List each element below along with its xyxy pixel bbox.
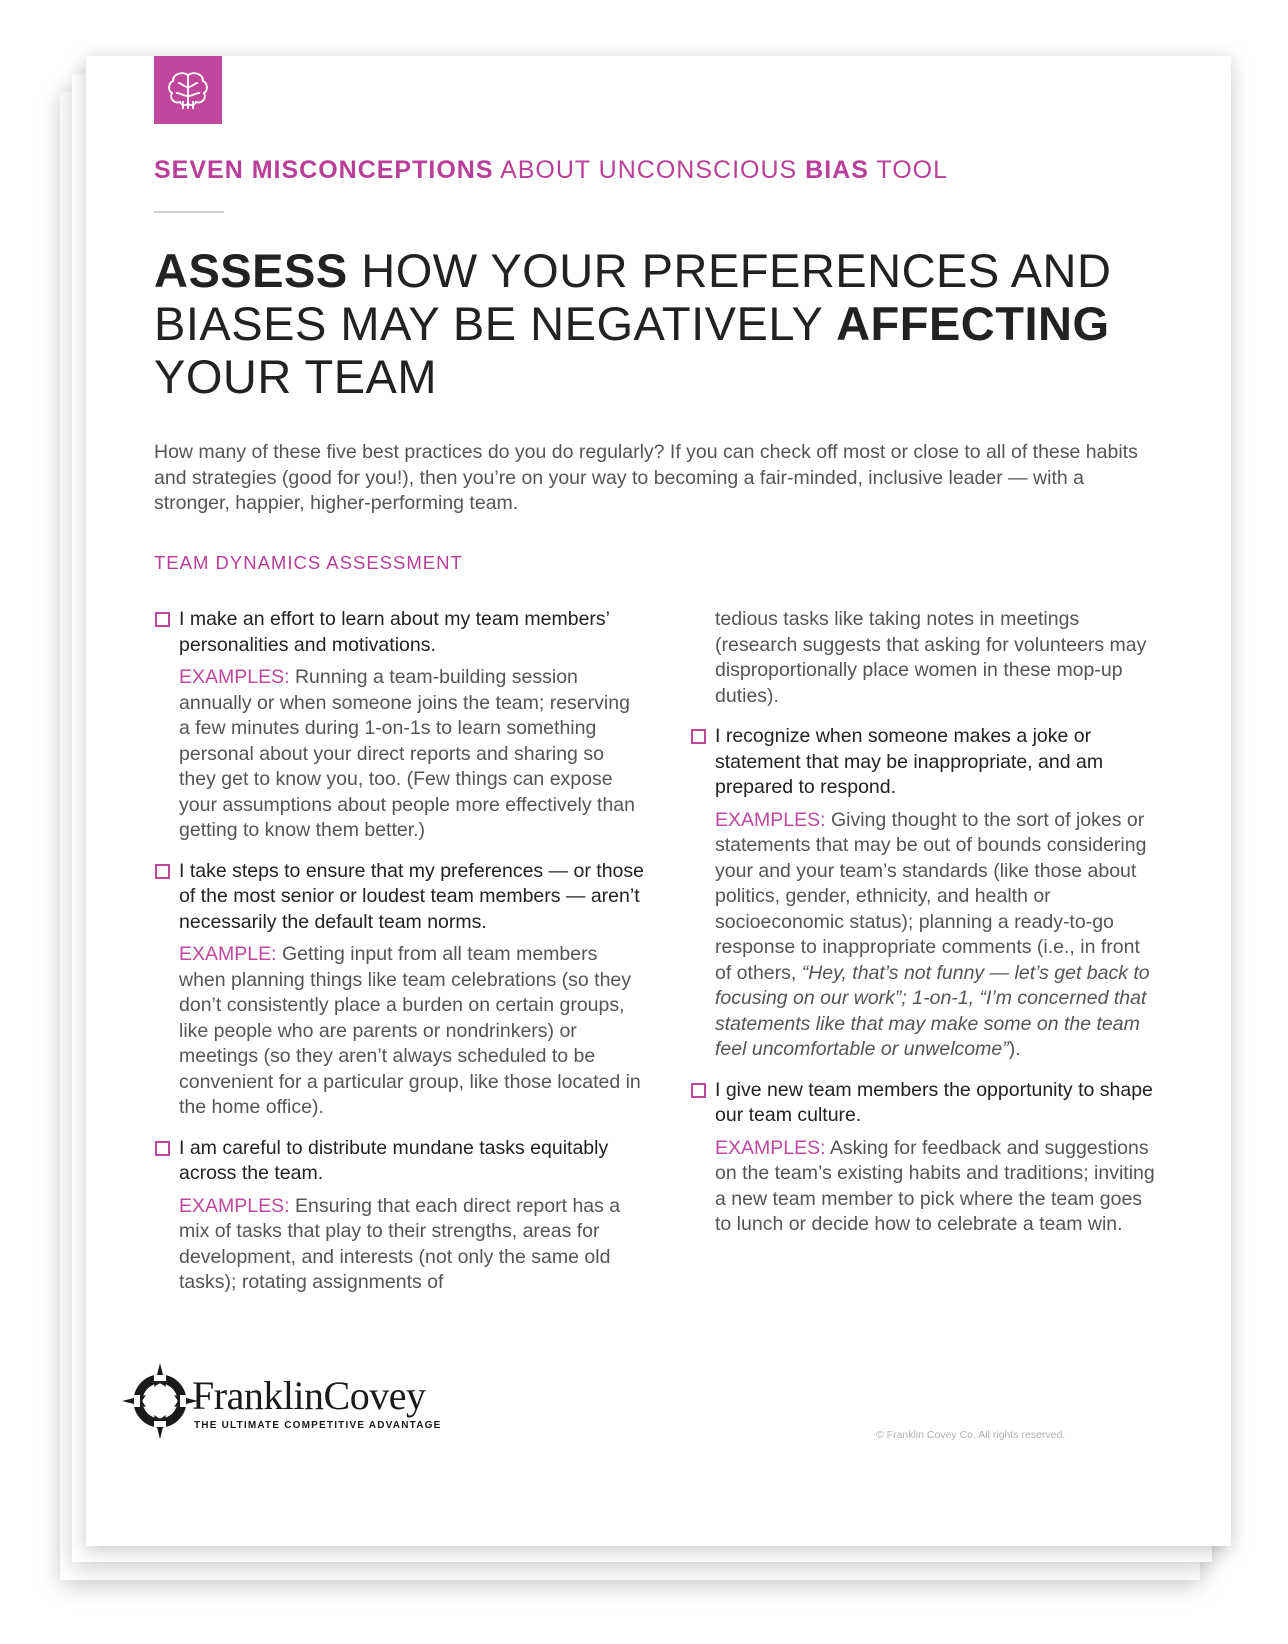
examples-label: EXAMPLES: (715, 808, 826, 831)
item-title: I am careful to distribute mundane tasks equitably across the team. (179, 1136, 609, 1184)
left-column (154, 607, 644, 1311)
checkbox-icon[interactable] (155, 1141, 170, 1156)
brand-tagline: THE ULTIMATE COMPETITIVE ADVANTAGE (194, 1420, 442, 1431)
page-title: ASSESS HOW YOUR PREFERENCES AND BIASES MAY BE NEGATIVELY AFFECTING YOUR TEAM (154, 244, 1112, 403)
examples-label: EXAMPLES: (179, 1194, 290, 1217)
examples-label: EXAMPLES: (179, 666, 290, 688)
intro-paragraph: How many of these five best practices do you do regularly? If you can check off most or close to all of these habits and strategies (good for you!), then you’re on your way to becoming a fair-minded, inclusive leader — with a stronger, happier, higher-performing team. (154, 441, 1138, 514)
checklist-item (690, 724, 1160, 1063)
checklist-item (154, 859, 644, 1121)
brand-name: FranklinCovey (192, 1373, 426, 1418)
checkbox-icon[interactable] (691, 1083, 706, 1098)
item-body: EXAMPLES: Giving thought to the sort of jokes or statements that may be out of bounds considering your and your team’s standards (like those about politics, gender, ethnicity, and health or socioeconomic status); planning a ready-to-go response to inappropriate comments (i.e., in front of others, “Hey, that’s not funny — let’s get back to focusing on our work”; 1-on-1, “I’m concerned that statements like that may make some on the team feel uncomfortable or unwelcome”). (715, 808, 1150, 1060)
document-kicker: SEVEN MISCONCEPTIONS ABOUT UNCONSCIOUS BIAS TOOL (154, 156, 948, 184)
item-body: EXAMPLES: Ensuring that each direct report has a mix of tasks that play to their strengths, areas for development, and interests (not only the same old tasks); rotating assignments of (179, 1194, 621, 1293)
item-title: I take steps to ensure that my preferences — or those of the most senior or loudest team members — aren’t necessarily the default team norms. (179, 859, 644, 933)
checkbox-icon[interactable] (155, 864, 170, 879)
item-body: EXAMPLES: Asking for feedback and suggestions on the team’s existing habits and traditions; inviting a new team member to pick where the team goes to lunch or decide how to celebrate a team win. (715, 1136, 1155, 1235)
section-title: TEAM DYNAMICS ASSESSMENT (154, 552, 463, 573)
item-title: I give new team members the opportunity to shape our team culture. (715, 1078, 1153, 1126)
brain-icon (154, 56, 222, 124)
divider (154, 211, 224, 213)
item-body: EXAMPLE: Getting input from all team members when planning things like team celebrations (so they don’t consistently place a burden on certain groups, like people who are parents or nondrinkers) or meetings (so they aren’t always scheduled to be convenient for a particular group, like those located in the home office). (179, 943, 641, 1118)
item-body: EXAMPLES: Running a team-building session annually or when someone joins the team; reserving a few minutes during 1-on-1s to learn something personal about your direct reports and sharing so they get to know you, too. (Few things can expose your assumptions about people more effectively than getting to know them better.) (179, 666, 635, 841)
right-column (690, 607, 1160, 1253)
item-title: I recognize when someone makes a joke or statement that may be inappropriate, and am prepared to respond. (715, 725, 1104, 798)
document-page (86, 56, 1231, 1546)
checklist-item (154, 607, 644, 844)
examples-label: EXAMPLE: (179, 943, 277, 965)
examples-label: EXAMPLES: (715, 1136, 826, 1159)
item-title: I make an effort to learn about my team members’ personalities and motivations. (179, 608, 610, 656)
item-body-continuation: tedious tasks like taking notes in meetings (research suggests that asking for volunteers may disproportionally place women in these mop-up duties). (715, 608, 1147, 707)
checklist-item (154, 1136, 644, 1296)
compass-logo-icon (120, 1361, 200, 1441)
checklist-item (690, 1078, 1160, 1238)
checkbox-icon[interactable] (691, 729, 706, 744)
copyright: © Franklin Covey Co. All rights reserved. (876, 1429, 1066, 1441)
checkbox-icon[interactable] (155, 612, 170, 627)
